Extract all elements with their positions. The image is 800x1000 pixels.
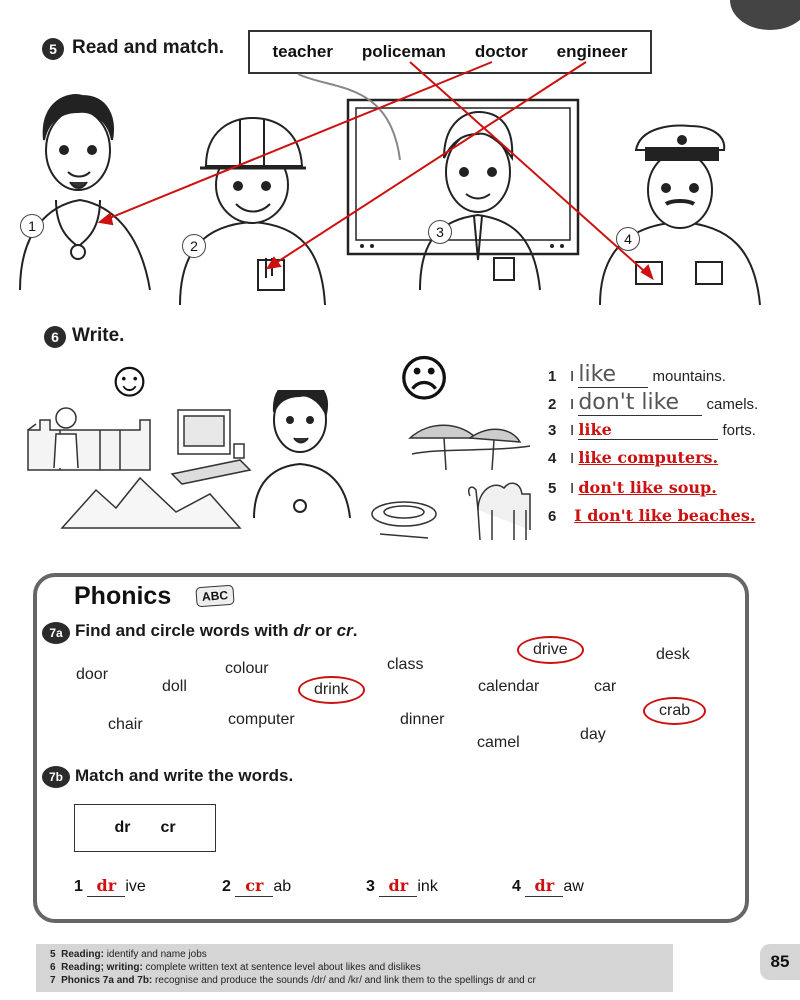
item-7b-3: 3 dr ink bbox=[366, 876, 438, 895]
happy-face-icon: ☺ bbox=[104, 351, 156, 407]
sentence-5: 5 I don't like soup. bbox=[548, 478, 717, 497]
item-7b-1: 1 dr ive bbox=[74, 876, 146, 895]
exercise-7a-title: Find and circle words with dr or cr. bbox=[75, 621, 358, 640]
answer-1[interactable]: like bbox=[578, 362, 617, 387]
answer-7b-4[interactable]: dr bbox=[534, 876, 555, 895]
word-camel[interactable]: camel bbox=[477, 734, 520, 751]
answer-5[interactable]: don't like soup. bbox=[578, 478, 717, 497]
person-2-engineer bbox=[180, 118, 325, 305]
objective-7: 7 Phonics 7a and 7b: recognise and produce the sounds /dr/ and /kr/ and link them to the spellings dr and cr bbox=[50, 975, 536, 986]
exercise-7b-title: Match and write the words. bbox=[75, 766, 294, 785]
word-teacher[interactable]: teacher bbox=[272, 42, 333, 61]
word-class[interactable]: class bbox=[387, 656, 424, 673]
sentence-2: 2 I don't like camels. bbox=[548, 390, 759, 415]
word-engineer[interactable]: engineer bbox=[556, 42, 628, 61]
word-doll[interactable]: doll bbox=[162, 678, 187, 695]
camel-illustration bbox=[469, 483, 530, 540]
likes-illustrations bbox=[0, 390, 540, 560]
answer-3[interactable]: like bbox=[578, 420, 612, 439]
word-doctor[interactable]: doctor bbox=[474, 42, 528, 61]
page-number: 85 bbox=[760, 944, 800, 980]
answer-7b-1[interactable]: dr bbox=[96, 876, 117, 895]
word-crab-circled[interactable]: crab bbox=[643, 697, 706, 725]
doctor-center-illustration bbox=[254, 390, 350, 518]
person-number-3: 3 bbox=[428, 220, 452, 244]
word-dinner[interactable]: dinner bbox=[400, 711, 445, 728]
mountains-illustration bbox=[62, 478, 240, 528]
answer-2[interactable]: don't like bbox=[578, 390, 680, 415]
item-7b-4: 4 dr aw bbox=[512, 876, 584, 895]
word-chair[interactable]: chair bbox=[108, 716, 143, 733]
exercise-7b-badge: 7b bbox=[42, 766, 70, 788]
word-day[interactable]: day bbox=[580, 726, 606, 743]
objective-5: 5 Reading: identify and name jobs bbox=[50, 949, 207, 960]
sentence-1: 1 I like mountains. bbox=[548, 362, 726, 387]
word-drive-circled[interactable]: drive bbox=[517, 636, 584, 664]
word-door[interactable]: door bbox=[76, 666, 109, 683]
objectives-footer bbox=[36, 944, 673, 992]
word-colour[interactable]: colour bbox=[225, 660, 269, 677]
beach-illustration bbox=[410, 425, 530, 470]
word-car[interactable]: car bbox=[594, 678, 617, 695]
person-4-policeman bbox=[600, 126, 760, 305]
sentence-4: 4 I like computers. bbox=[548, 448, 719, 467]
person-1-doctor bbox=[20, 95, 150, 290]
exercise-7a-badge: 7a bbox=[42, 622, 70, 644]
phonics-title: Phonics bbox=[74, 582, 172, 610]
dr-cr-box bbox=[74, 804, 216, 852]
exercise-5-title: Read and match. bbox=[72, 37, 225, 58]
job-illustrations bbox=[0, 0, 800, 320]
objective-6: 6 Reading; writing: complete written text at sentence level about likes and dislikes bbox=[50, 962, 421, 973]
person-number-4: 4 bbox=[616, 227, 640, 251]
option-dr: dr bbox=[114, 819, 131, 836]
computer-illustration bbox=[172, 410, 250, 484]
answer-7b-2[interactable]: cr bbox=[245, 876, 264, 895]
sentence-3: 3 I like forts. bbox=[548, 420, 756, 439]
word-computer[interactable]: computer bbox=[228, 711, 295, 728]
answer-4[interactable]: like computers. bbox=[578, 448, 719, 467]
option-cr: cr bbox=[160, 819, 176, 836]
word-policeman[interactable]: policeman bbox=[361, 42, 446, 61]
item-7b-2: 2 cr ab bbox=[222, 876, 292, 895]
fort-illustration bbox=[28, 408, 150, 470]
person-number-1: 1 bbox=[20, 214, 44, 238]
word-calendar[interactable]: calendar bbox=[478, 678, 540, 695]
abc-blocks-icon: ABC bbox=[195, 585, 234, 608]
sad-face-icon: ☹ bbox=[398, 351, 451, 407]
exercise-6-badge: 6 bbox=[44, 326, 66, 348]
word-drink-circled[interactable]: drink bbox=[298, 676, 365, 704]
soup-illustration bbox=[372, 502, 436, 538]
exercise-6-title: Write. bbox=[72, 325, 125, 346]
answer-6[interactable]: I don't like beaches. bbox=[574, 506, 756, 525]
exercise-5-badge: 5 bbox=[42, 38, 64, 60]
person-number-2: 2 bbox=[182, 234, 206, 258]
answer-7b-3[interactable]: dr bbox=[388, 876, 409, 895]
sentence-6: 6 I don't like beaches. bbox=[548, 506, 756, 525]
word-desk[interactable]: desk bbox=[656, 646, 690, 663]
